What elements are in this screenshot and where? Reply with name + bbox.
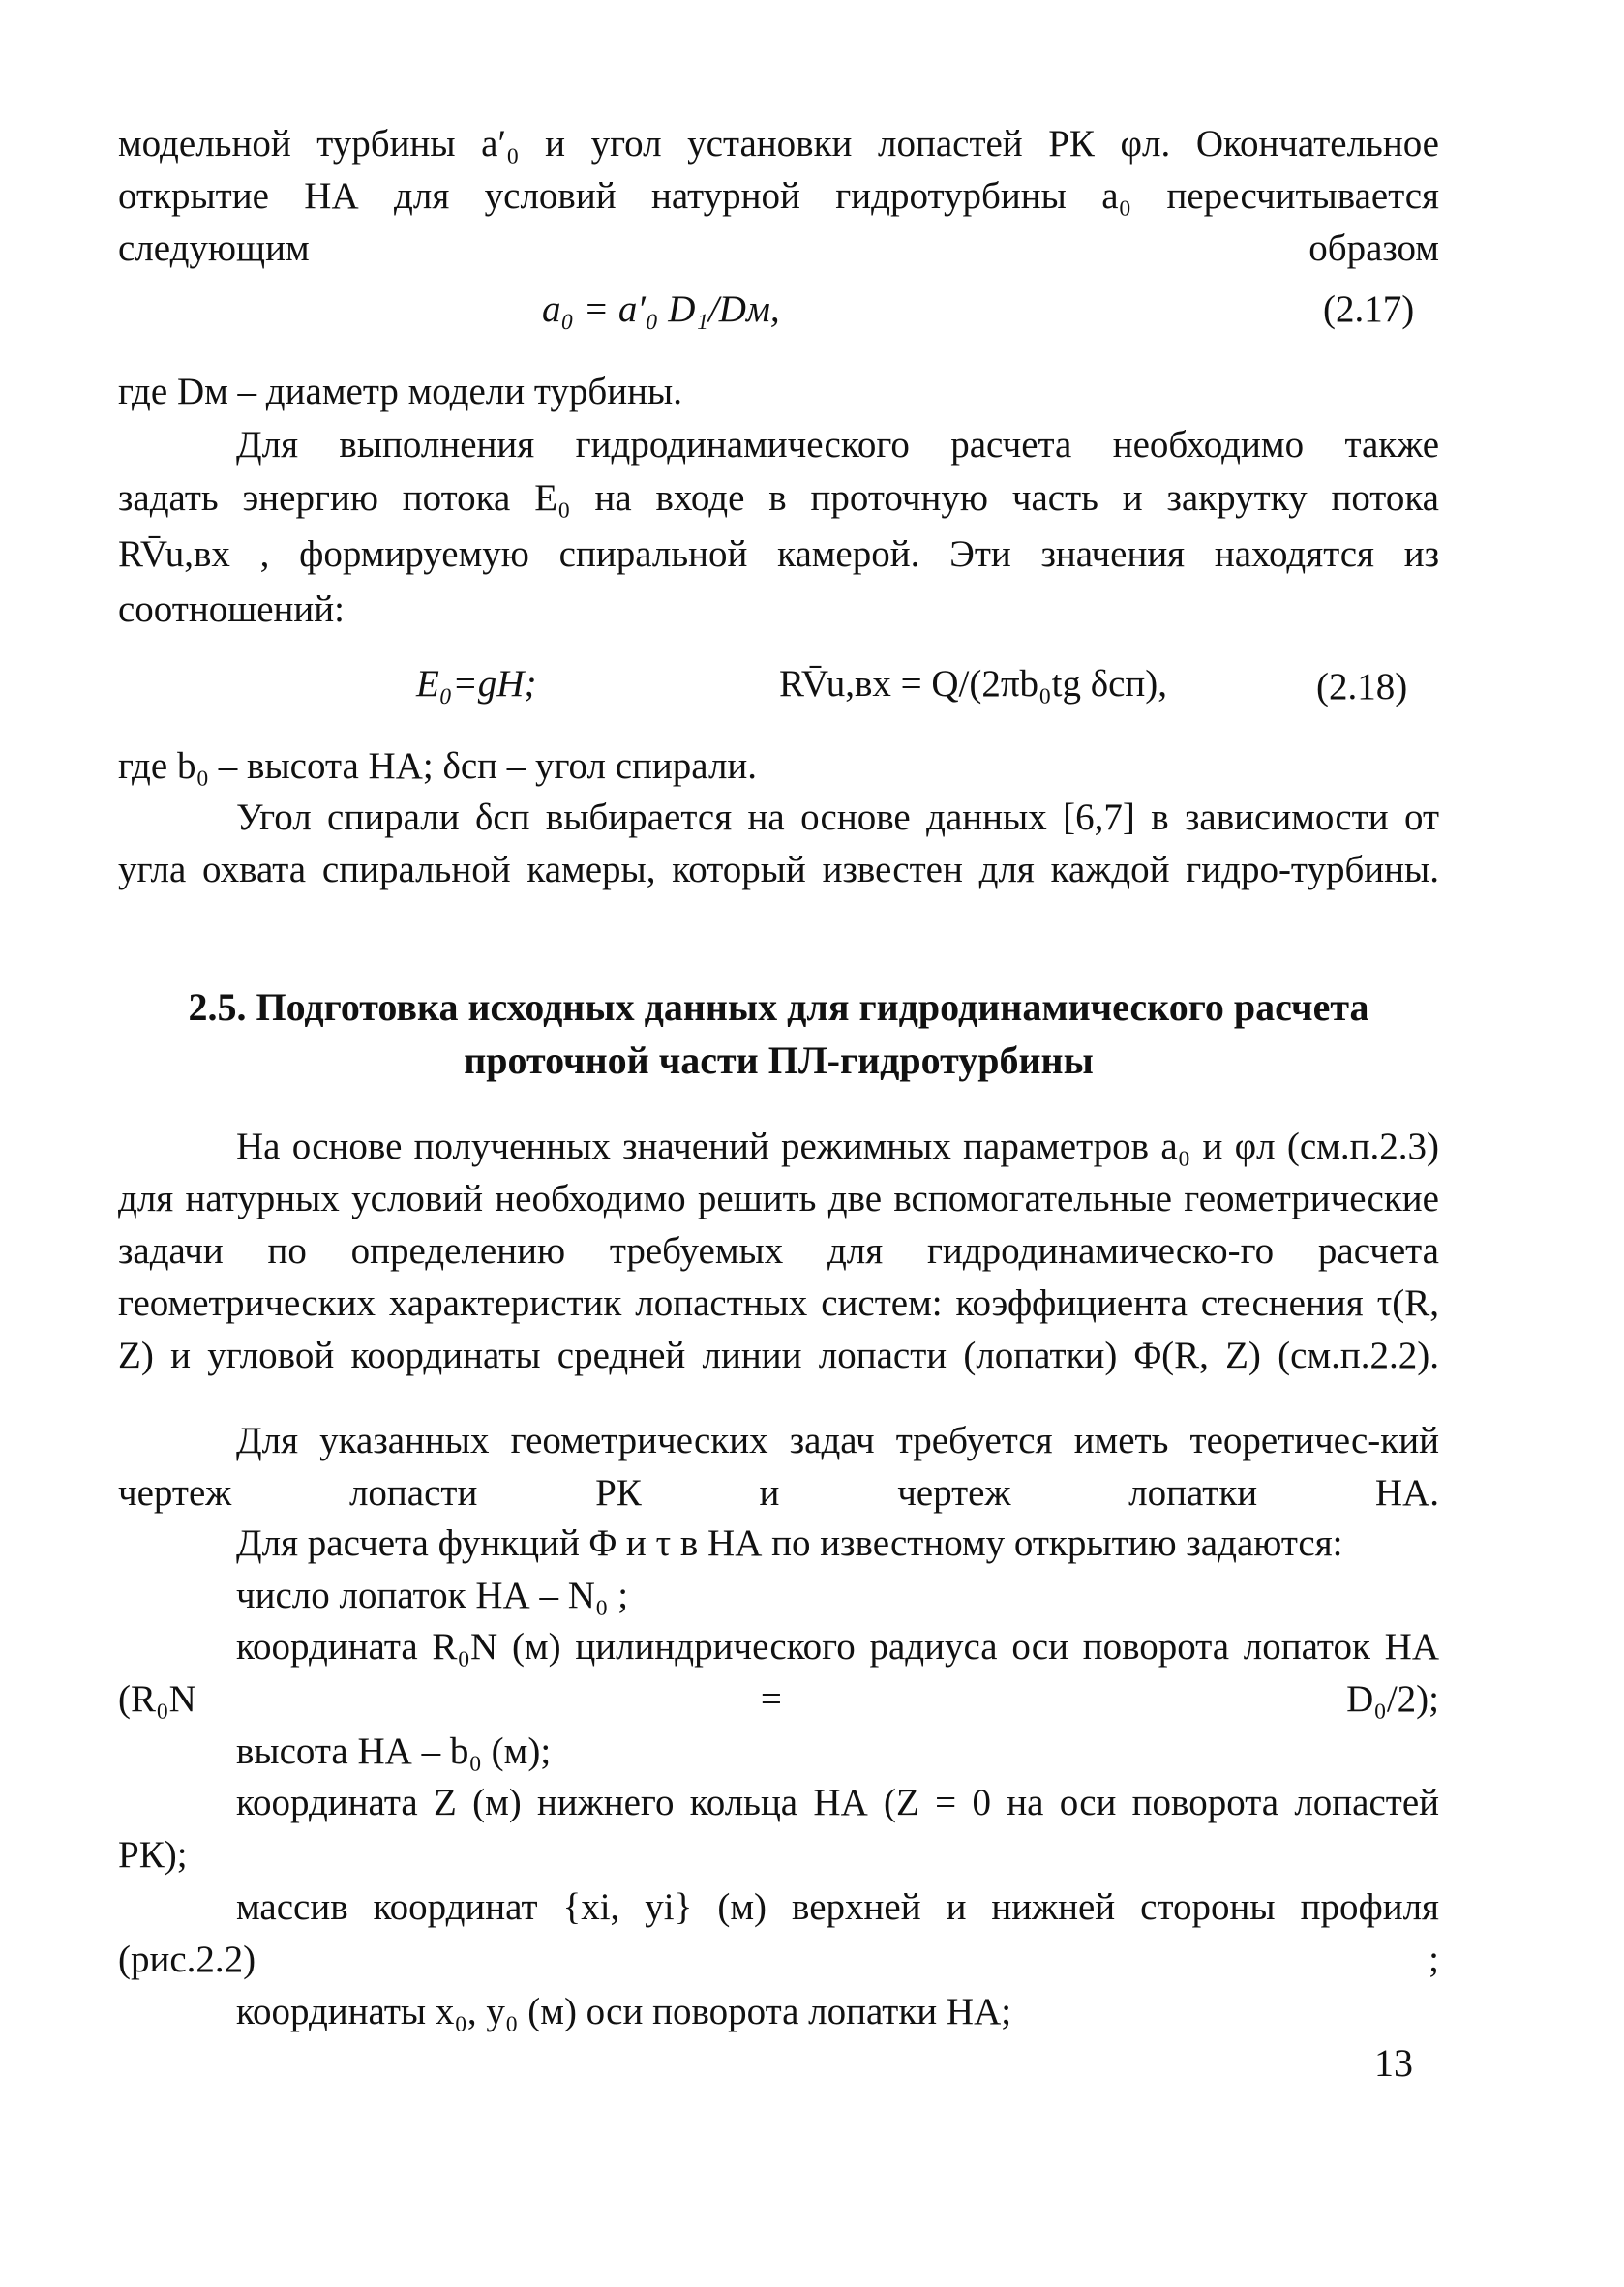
list-item-blade-count: число лопаток НА – N₀ ;: [236, 1575, 629, 1616]
equation-number-2-18: (2.18): [1316, 666, 1408, 707]
list-item-lower-ring: координата Z (м) нижнего кольца НА (Z = 0 на оси поворота лопастей РК);: [118, 1782, 1439, 1876]
list-item-rotation-radius: координата R₀N (м) цилиндрического радиуса оси поворота лопаток НА (R₀N = D₀/2);: [118, 1626, 1439, 1720]
section-heading-2-5-line-2: проточной части ПЛ-гидротурбины: [464, 1038, 1094, 1082]
paragraph-hydrodynamic-line-2: задать энергию потока E₀ на входе в проточную часть и закрутку потока: [118, 477, 1439, 519]
paragraph-hydrodynamic-line-4: соотношений:: [118, 588, 345, 630]
list-item-rotation-axis: координаты x₀, y₀ (м) оси поворота лопатки НА;: [236, 1991, 1012, 2032]
equation-2-17: a₀ = a′₀ D₁/Dм,: [542, 288, 780, 330]
paragraph-spiral-angle: Угол спирали δсп выбирается на основе данных [6,7] в зависимости от угла охвата спиральной камеры, который известен для каждой гидро-турбины.: [118, 797, 1439, 890]
paragraph-geometric-tasks: На основе полученных значений режимных параметров a₀ и φл (см.п.2.3) для натурных условий необходимо решить две вспомогательные геометрические задачи по определению требуемых для гидродинамическо-го расчета геометрических характеристик лопастных систем: коэффициента стеснения τ(R, Z) и угловой координаты средней линии лопасти (лопатки) Φ(R, Z) (см.п.2.2).: [118, 1126, 1439, 1376]
paragraph-hydrodynamic-line-1: Для выполнения гидродинамического расчета необходимо также: [236, 424, 1439, 466]
page-number: 13: [1374, 2041, 1413, 2085]
equation-2-18-swirl: RV̄u,вх = Q/(2πb₀tg δсп),: [779, 663, 1168, 705]
equation-number-2-17: (2.17): [1323, 288, 1415, 330]
paragraph-theoretical-drawing: Для указанных геометрических задач требуется иметь теоретичес-кий чертеж лопасти РК и чертеж лопатки НА.: [118, 1420, 1439, 1514]
paragraph-hydrodynamic-line-3: RV̄u,вх , формируемую спиральной камерой. Эти значения находятся из: [118, 533, 1439, 575]
section-heading-2-5-line-1: 2.5. Подготовка исходных данных для гидродинамического расчета: [188, 985, 1369, 1029]
list-item-height: высота НА – b₀ (м);: [236, 1730, 552, 1772]
paragraph-functions-given: Для расчета функций Φ и τ в НА по известному открытию задаются:: [236, 1522, 1343, 1564]
equation-2-18-energy: E₀=gH;: [416, 663, 537, 705]
where-height-angle: где b₀ – высота НА; δсп – угол спирали.: [118, 745, 758, 787]
paragraph-model-turbine: модельной турбины a′₀ и угол установки лопастей РК φл. Окончательное открытие НА для условий натурной гидротурбины a₀ пересчитывается следующим образом: [118, 123, 1439, 269]
where-diameter-model: где Dм – диаметр модели турбины.: [118, 371, 682, 412]
list-item-profile-coordinates: массив координат {xi, yi} (м) верхней и нижней стороны профиля (рис.2.2) ;: [118, 1886, 1439, 1980]
